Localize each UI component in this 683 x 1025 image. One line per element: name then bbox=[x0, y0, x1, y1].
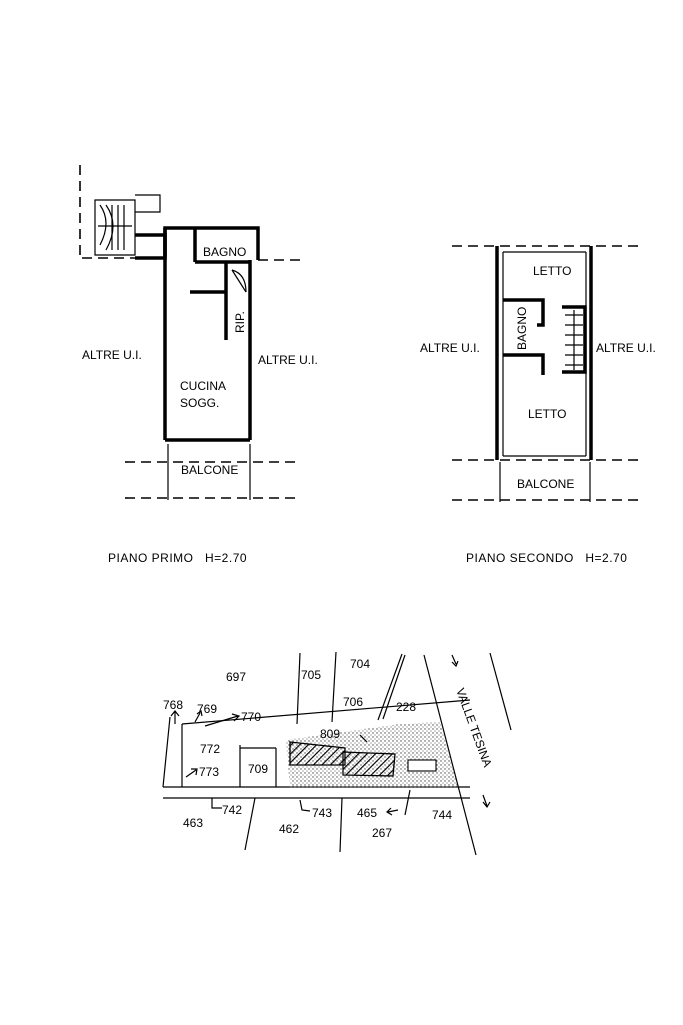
first-floor-neighbor-left: ALTRE U.I. bbox=[82, 348, 142, 362]
first-floor-cucina-label: CUCINA bbox=[180, 379, 227, 393]
parcel-773: 773 bbox=[199, 765, 220, 779]
parcel-772: 772 bbox=[200, 742, 221, 756]
parcel-704: 704 bbox=[350, 657, 371, 671]
parcel-462: 462 bbox=[279, 822, 300, 836]
parcel-768: 768 bbox=[163, 698, 184, 712]
first-floor-plan bbox=[80, 165, 318, 565]
second-floor-caption: PIANO SECONDO H=2.70 bbox=[466, 551, 628, 565]
parcel-465: 465 bbox=[357, 806, 378, 820]
first-floor-staircase bbox=[80, 165, 165, 258]
first-floor-balcone-label: BALCONE bbox=[181, 463, 239, 477]
parcel-267: 267 bbox=[372, 826, 393, 840]
parcel-743: 743 bbox=[312, 806, 333, 820]
parcel-228: 228 bbox=[396, 700, 417, 714]
second-floor-neighbor-right: ALTRE U.I. bbox=[596, 341, 656, 355]
parcel-705: 705 bbox=[301, 668, 322, 682]
parcel-744: 744 bbox=[432, 808, 453, 822]
second-floor-letto-bottom-label: LETTO bbox=[528, 407, 567, 421]
parcel-770: 770 bbox=[241, 710, 262, 724]
parcel-709: 709 bbox=[248, 762, 269, 776]
first-floor-bagno-label: BAGNO bbox=[203, 245, 247, 259]
parcel-809: 809 bbox=[320, 727, 341, 741]
parcel-742: 742 bbox=[222, 803, 243, 817]
parcel-463: 463 bbox=[183, 816, 204, 830]
first-floor-neighbor-right: ALTRE U.I. bbox=[258, 353, 318, 367]
street-valle-tesina: VALLE TESINA bbox=[453, 686, 495, 769]
parcel-769: 769 bbox=[197, 702, 218, 716]
first-floor-soggiorno-label: SOGG. bbox=[180, 396, 220, 410]
second-floor-balcone-label: BALCONE bbox=[517, 477, 575, 491]
parcel-706: 706 bbox=[343, 695, 364, 709]
parcel-697: 697 bbox=[226, 670, 247, 684]
second-floor-neighbor-left: ALTRE U.I. bbox=[420, 341, 480, 355]
second-floor-letto-top-label: LETTO bbox=[533, 264, 572, 278]
first-floor-caption: PIANO PRIMO H=2.70 bbox=[108, 551, 248, 565]
second-floor-bagno-label: BAGNO bbox=[515, 306, 529, 350]
first-floor-rip-label: RIP. bbox=[233, 311, 247, 333]
cadastral-map bbox=[163, 652, 511, 855]
second-floor-plan bbox=[420, 246, 656, 565]
